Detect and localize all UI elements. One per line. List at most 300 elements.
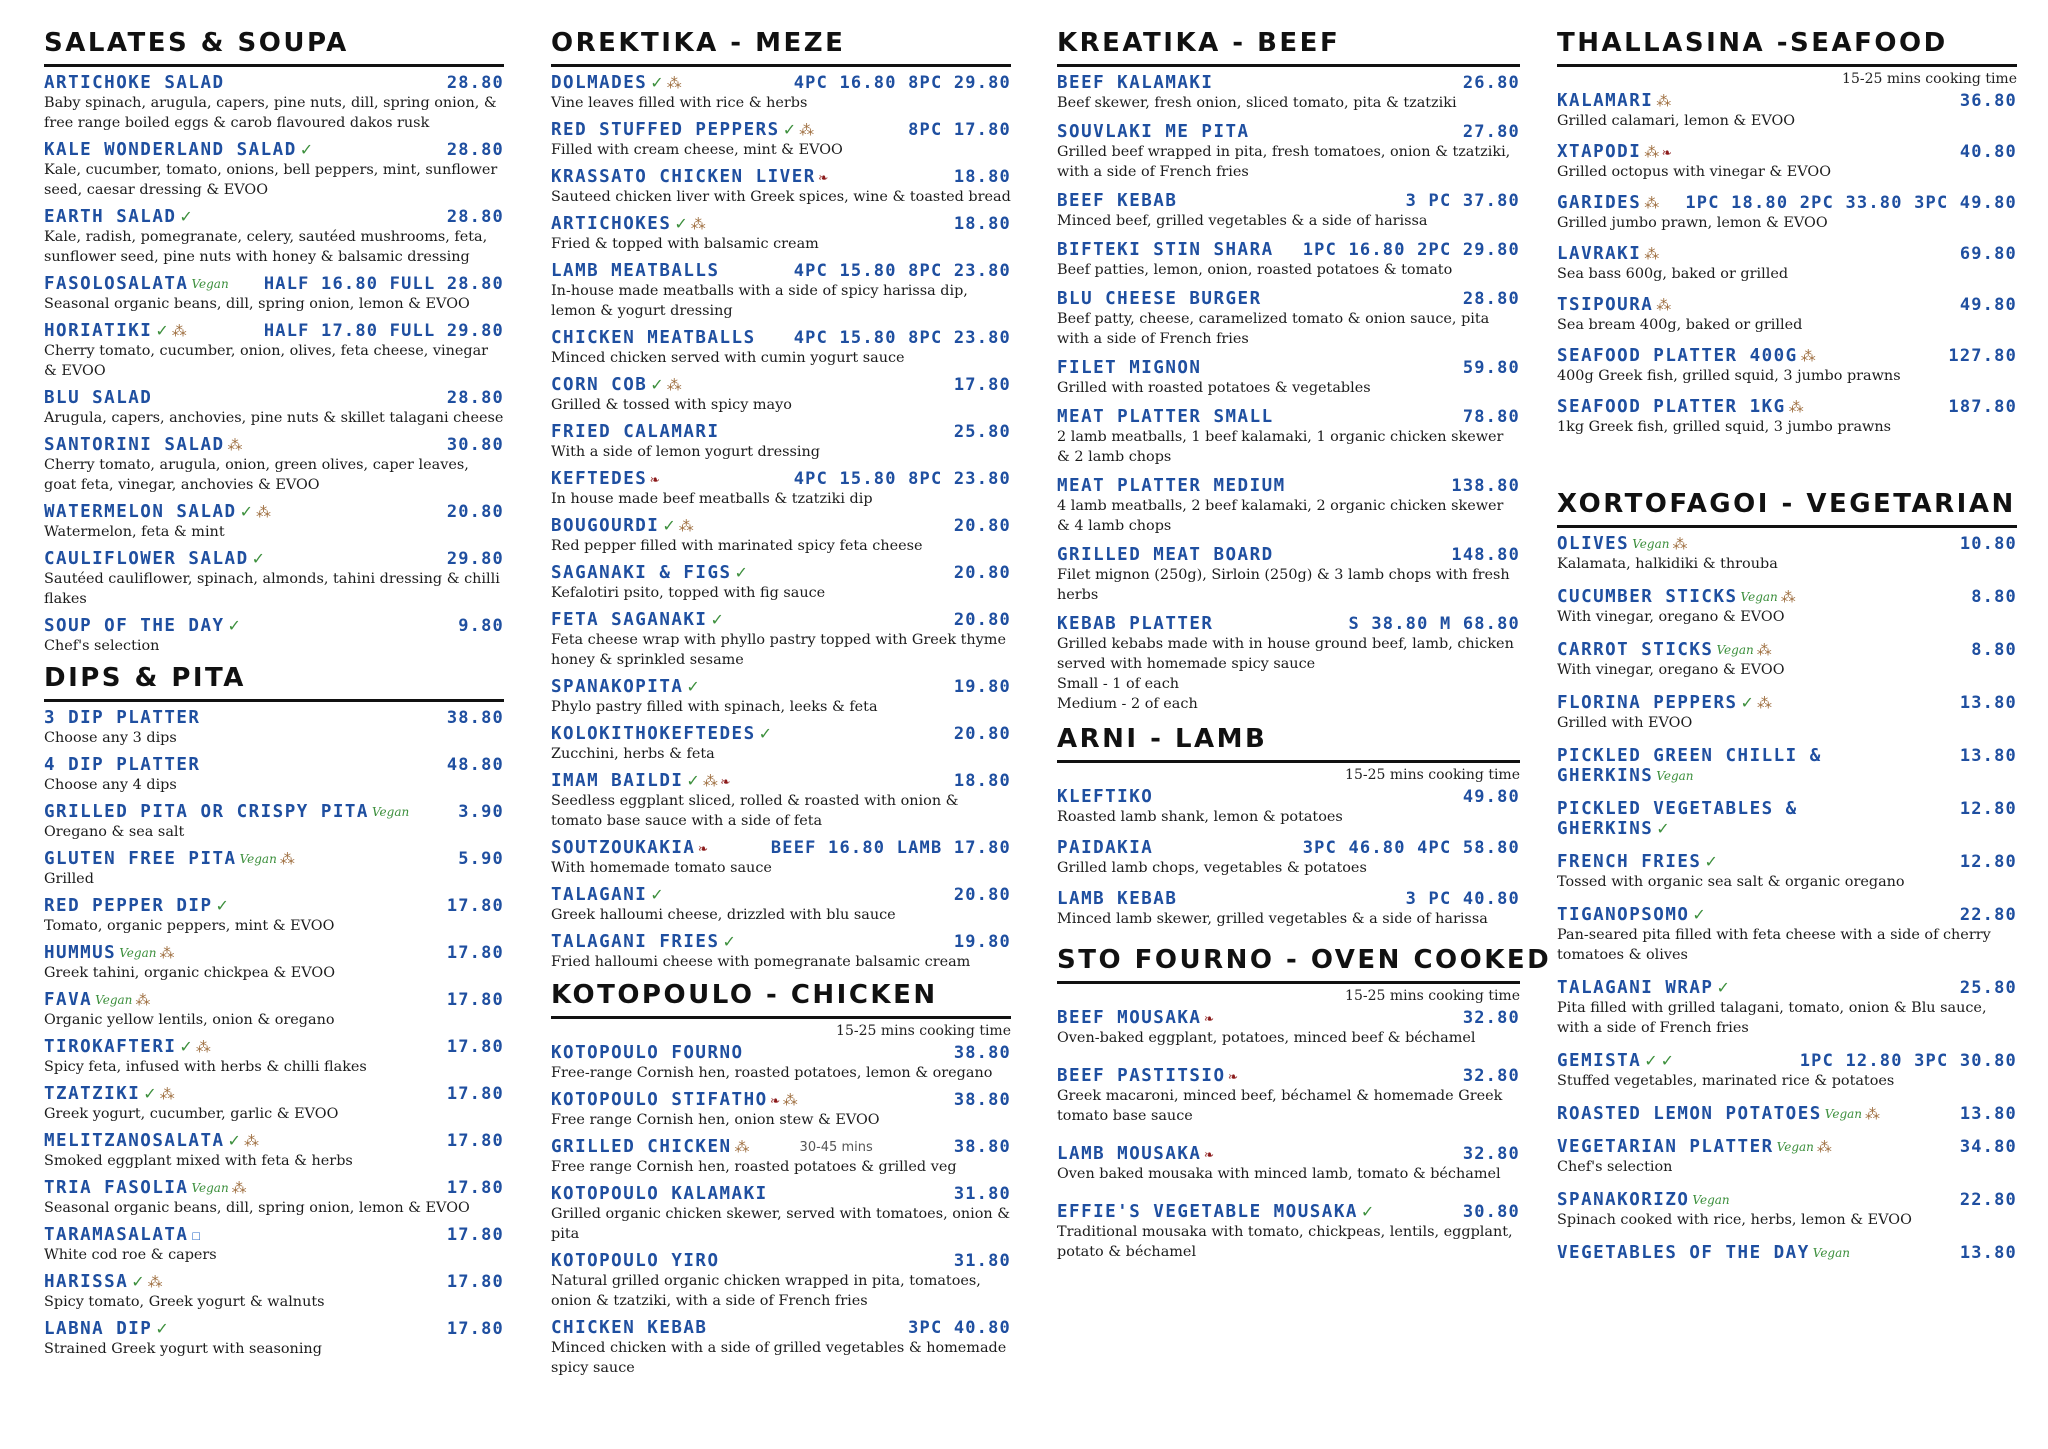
item-name [44, 73, 225, 93]
menu-item [551, 167, 1011, 207]
item-name [44, 274, 229, 294]
item-name [551, 261, 720, 281]
menu-item [551, 610, 1011, 670]
item-name-text: BEEF MOUSAKA [1057, 1008, 1202, 1028]
item-description: Kalamata, halkidiki & throuba [1557, 556, 1778, 572]
gluten-free-icon: ⁂ [255, 503, 271, 521]
gluten-free-icon: ⁂ [195, 1038, 211, 1056]
item-name-text: TALAGANI [551, 885, 648, 905]
item-price: 20.80 [953, 610, 1011, 630]
vegan-icon: Vegan [371, 805, 410, 819]
gluten-free-icon: ⁂ [1756, 694, 1772, 712]
item-price: 18.80 [953, 771, 1011, 791]
item-description: Oregano & sea salt [44, 824, 185, 840]
item-name [551, 885, 664, 905]
item-description: Stuffed vegetables, marinated rice & potatoes [1557, 1073, 1895, 1089]
item-description: Free range Cornish hen, roasted potatoes & grilled veg [551, 1159, 957, 1175]
item-price: 30.80 [446, 435, 504, 455]
item-name [551, 1090, 798, 1110]
wine-icon: ❧ [1228, 1067, 1238, 1085]
item-price: 20.80 [953, 516, 1011, 536]
item-price: 17.80 [446, 1131, 504, 1151]
item-price: 3 PC 40.80 [1405, 889, 1520, 909]
item-price: 38.80 [446, 708, 504, 728]
menu-item [1057, 1008, 1520, 1048]
menu-item [44, 1225, 504, 1265]
menu-item [44, 616, 504, 656]
vegan-icon: Vegan [1632, 537, 1670, 551]
wine-icon: ❧ [698, 839, 708, 857]
menu-item [44, 549, 504, 609]
item-price: 17.80 [446, 1178, 504, 1198]
menu-item [551, 328, 1011, 368]
item-name-text: CARROT STICKS [1557, 640, 1714, 660]
menu-item [551, 1318, 1011, 1378]
gluten-free-icon: ⁂ [159, 944, 175, 962]
wine-icon: ❧ [818, 168, 828, 186]
menu-section [551, 980, 1011, 1378]
vegan-icon: Vegan [1716, 643, 1754, 657]
item-name-text: KLEFTIKO [1057, 787, 1154, 807]
item-description: Sauteed chicken liver with Greek spices, wine & toasted bread [551, 189, 1011, 205]
item-name-text: WATERMELON SALAD [44, 502, 237, 522]
item-description: Grilled with EVOO [1557, 715, 1693, 731]
gluten-free-icon: ⁂ [1644, 245, 1660, 263]
item-name-text: PICKLED GREEN CHILLI & [1557, 746, 1822, 766]
item-description: White cod roe & capers [44, 1247, 217, 1263]
item-price: 8.80 [1971, 587, 2017, 607]
item-name [1557, 1137, 1832, 1157]
item-price: 17.80 [953, 375, 1011, 395]
gluten-free-icon: ⁂ [1788, 398, 1804, 416]
item-name-text: BLU CHEESE BURGER [1057, 289, 1262, 309]
vegetarian-icon: ✓ [251, 549, 266, 568]
item-price: 49.80 [1462, 787, 1520, 807]
item-description: Kale, cucumber, tomato, onions, bell peppers, mint, sunflower seed, caesar dressing & EVOO [44, 162, 498, 198]
item-price: 38.80 [953, 1043, 1011, 1063]
menu-section [44, 28, 504, 656]
gluten-free-icon: ⁂ [666, 74, 682, 92]
item-price: 34.80 [1959, 1137, 2017, 1157]
item-name-text: SOUVLAKI ME PITA [1057, 122, 1250, 142]
gluten-free-icon: ⁂ [159, 1085, 175, 1103]
gluten-free-icon: ⁂ [734, 1138, 750, 1156]
menu-item [1557, 91, 2017, 131]
item-name-text: PICKLED VEGETABLES & [1557, 799, 1798, 819]
item-name-text: MELITZANOSALATA [44, 1131, 225, 1151]
item-name [551, 771, 730, 791]
item-name-text: TIROKAFTERI [44, 1037, 177, 1057]
item-description: Roasted lamb shank, lemon & potatoes [1057, 809, 1343, 825]
item-name-text: HUMMUS [44, 943, 117, 963]
item-name [44, 616, 241, 636]
item-name [44, 388, 152, 408]
item-name-text: KEFTEDES [551, 469, 648, 489]
item-name [551, 469, 659, 489]
item-description: Pan-seared pita filled with feta cheese with a side of cherry tomatoes & olives [1557, 927, 1991, 963]
menu-item [44, 1272, 504, 1312]
vegetarian-icon: ✓ [722, 932, 736, 951]
vegetarian-icon: ✓ [686, 771, 700, 790]
item-name [1057, 787, 1153, 807]
vegetarian-icon: ✓ [674, 214, 688, 233]
vegetarian-icon: ✓ [782, 120, 797, 139]
menu-item [1557, 346, 2017, 386]
item-description: Choose any 3 dips [44, 730, 177, 746]
menu-item [1057, 787, 1520, 827]
item-name [44, 1084, 175, 1104]
menu-section [1057, 724, 1520, 929]
item-description: Greek halloumi cheese, drizzled with blu sauce [551, 907, 896, 923]
item-name-text: EFFIE'S VEGETABLE MOUSAKA [1057, 1202, 1358, 1222]
item-name-text: SPANAKORIZO [1557, 1190, 1690, 1210]
item-description: Sea bream 400g, baked or grilled [1557, 317, 1803, 333]
item-name [1057, 191, 1177, 211]
item-price: 3.90 [458, 802, 504, 822]
item-name-text: KOTOPOULO YIRO [551, 1251, 720, 1271]
menu-column-2 [551, 28, 1011, 1385]
item-description: Filled with cream cheese, mint & EVOO [551, 142, 843, 158]
wine-icon: ❧ [650, 470, 660, 488]
item-description: Baby spinach, arugula, capers, pine nuts, dill, spring onion, & free range boiled eggs & carob flavoured dakos rusk [44, 95, 497, 131]
menu-item [551, 261, 1011, 321]
item-description: With a side of lemon yogurt dressing [551, 444, 821, 460]
item-name [1557, 746, 1822, 766]
menu-item [1557, 852, 2017, 892]
item-name [1557, 799, 1798, 819]
item-name-text: GEMISTA [1557, 1051, 1642, 1071]
item-description: Small - 1 of each [1057, 676, 1180, 692]
item-price: 28.80 [446, 388, 504, 408]
vegetarian-icon: ✓ [227, 616, 241, 635]
item-name-text: BLU SALAD [44, 388, 153, 408]
vegetarian-icon: ✓ [131, 1272, 145, 1291]
item-price: 1PC 16.80 2PC 29.80 [1302, 240, 1520, 260]
gluten-free-icon: ⁂ [1656, 296, 1672, 314]
item-price: 32.80 [1462, 1144, 1520, 1164]
menu-item [44, 73, 504, 133]
menu-item [551, 1090, 1011, 1130]
item-description: Seedless eggplant sliced, rolled & roasted with onion & tomato base sauce with a side of feta [551, 793, 959, 829]
menu-section [551, 28, 1011, 972]
menu-item [1557, 1190, 2017, 1230]
vegetarian-icon: ✓ [1740, 693, 1754, 712]
item-name-text: VEGETABLES OF THE DAY [1557, 1243, 1810, 1263]
wine-icon: ❧ [1204, 1009, 1214, 1027]
item-description: Spicy feta, infused with herbs & chilli flakes [44, 1059, 367, 1075]
menu-item [551, 375, 1011, 415]
menu-section [1557, 28, 2017, 437]
item-price: 59.80 [1462, 358, 1520, 378]
item-description: Smoked eggplant mixed with feta & herbs [44, 1153, 353, 1169]
item-price: 17.80 [446, 1272, 504, 1292]
gluten-free-icon: ⁂ [1656, 92, 1672, 110]
menu-item [1557, 799, 2017, 839]
item-name-text: TIGANOPSOMO [1557, 905, 1690, 925]
item-name-text: SEAFOOD PLATTER 400G [1557, 346, 1798, 366]
item-name-line-2 [1557, 819, 2017, 839]
menu-item [44, 849, 504, 889]
item-price: 4PC 15.80 8PC 23.80 [793, 261, 1011, 281]
item-price: S 38.80 M 68.80 [1348, 614, 1520, 634]
item-name [551, 422, 720, 442]
vegetarian-icon: ✓ [299, 140, 314, 159]
item-name [1557, 193, 1659, 213]
vegetarian-icon: ✓ [734, 563, 748, 582]
gluten-free-icon: ⁂ [135, 991, 151, 1009]
menu-item [44, 990, 504, 1030]
item-name [44, 708, 200, 728]
gluten-free-icon: ⁂ [1865, 1105, 1881, 1123]
item-name [551, 1318, 707, 1338]
item-description: Seasonal organic beans, dill, spring onion, lemon & EVOO [44, 296, 470, 312]
menu-item [1557, 295, 2017, 335]
vegetarian-icon: ✓ [155, 321, 169, 340]
item-name-text: LAMB MEATBALLS [551, 261, 720, 281]
item-description: Beef patties, lemon, onion, roasted potatoes & tomato [1057, 262, 1453, 278]
item-description: Zucchini, herbs & feta [551, 746, 715, 762]
item-name [1557, 295, 1671, 315]
menu-item [44, 140, 504, 200]
item-price: 138.80 [1451, 476, 1520, 496]
menu-item [551, 885, 1011, 925]
item-name-text: HORIATIKI [44, 321, 153, 341]
gluten-free-icon: ⁂ [702, 772, 718, 790]
item-description: Minced lamb skewer, grilled vegetables & a side of harissa [1057, 911, 1488, 927]
gluten-free-icon: ⁂ [1816, 1138, 1832, 1156]
section-title: SALATES & SOUPA [44, 28, 504, 67]
item-price: 32.80 [1462, 1066, 1520, 1086]
item-name-text: SOUTZOUKAKIA [551, 838, 696, 858]
item-description: Tossed with organic sea salt & organic oregano [1557, 874, 1905, 890]
gluten-free-icon: ⁂ [1644, 194, 1660, 212]
item-description: Oven-baked eggplant, potatoes, minced beef & béchamel [1057, 1030, 1476, 1046]
menu-item [1557, 397, 2017, 437]
item-price: 25.80 [953, 422, 1011, 442]
item-description: Free-range Cornish hen, roasted potatoes, lemon & oregano [551, 1065, 993, 1081]
vegan-icon: Vegan [1656, 769, 1694, 783]
item-name-text: FAVA [44, 990, 93, 1010]
item-description: Minced beef, grilled vegetables & a side of harissa [1057, 213, 1428, 229]
menu-item [1057, 476, 1520, 536]
item-description: Organic yellow lentils, onion & oregano [44, 1012, 335, 1028]
item-name-text: SOUP OF THE DAY [44, 616, 225, 636]
item-name [1557, 852, 1718, 872]
item-name-text: DOLMADES [551, 73, 648, 93]
item-price: 22.80 [1959, 905, 2017, 925]
menu-item [1557, 746, 2017, 786]
menu-item [551, 1184, 1011, 1244]
item-description: Sautéed cauliflower, spinach, almonds, tahini dressing & chilli flakes [44, 571, 500, 607]
item-name-text: OLIVES [1557, 534, 1630, 554]
gluten-free-icon: ⁂ [1644, 143, 1660, 161]
item-name-text: GARIDES [1557, 193, 1642, 213]
item-description: Traditional mousaka with tomato, chickpeas, lentils, eggplant, potato & béchamel [1057, 1224, 1513, 1260]
menu-item [1057, 73, 1520, 113]
item-price: 12.80 [1959, 799, 2017, 819]
section-title: THALLASINA -SEAFOOD [1557, 28, 2017, 67]
item-name-text: SPANAKOPITA [551, 677, 684, 697]
wine-icon: ❧ [1662, 143, 1672, 161]
item-name [551, 73, 682, 93]
item-name-text: BEEF KALAMAKI [1057, 73, 1214, 93]
item-name [44, 321, 187, 341]
menu-item [1057, 407, 1520, 467]
item-description: Grilled calamari, lemon & EVOO [1557, 113, 1796, 129]
menu-item [551, 1251, 1011, 1311]
item-description: With vinegar, oregano & EVOO [1557, 662, 1785, 678]
item-name-text: 3 DIP PLATTER [44, 708, 201, 728]
item-description: Grilled kebabs made with in house ground beef, lamb, chicken served with homemade spicy sauce [1057, 636, 1514, 672]
vegetarian-icon: ✓ [215, 896, 229, 915]
item-name-text: TARAMASALATA [44, 1225, 189, 1245]
menu-item [551, 677, 1011, 717]
menu-item [1557, 905, 2017, 965]
vegan-icon: Vegan [191, 1181, 229, 1195]
menu-item [44, 502, 504, 542]
item-description: Medium - 2 of each [1057, 696, 1198, 712]
item-name [1557, 587, 1796, 607]
item-name [1557, 1190, 1730, 1210]
item-price: 18.80 [953, 167, 1011, 187]
vegetarian-icon: ✓ [650, 73, 664, 92]
item-name-text: FASOLOSALATA [44, 274, 189, 294]
item-price: 187.80 [1948, 397, 2017, 417]
item-name-text: FLORINA PEPPERS [1557, 693, 1738, 713]
item-description: Filet mignon (250g), Sirloin (250g) & 3 lamb chops with fresh herbs [1057, 567, 1510, 603]
item-description: Arugula, capers, anchovies, pine nuts & skillet talagani cheese [44, 410, 504, 426]
vegetarian-icon: ✓ [1716, 978, 1730, 997]
menu-item [1557, 693, 2017, 733]
item-name-text: BEEF PASTITSIO [1057, 1066, 1226, 1086]
item-price: 3PC 40.80 [908, 1318, 1011, 1338]
menu-item [1557, 1051, 2017, 1091]
menu-section [1557, 489, 2017, 1263]
item-name [44, 1131, 259, 1151]
item-name-text: XTAPODI [1557, 142, 1642, 162]
item-name [1057, 838, 1153, 858]
item-name-text: TRIA FASOLIA [44, 1178, 189, 1198]
menu-section [1057, 28, 1520, 714]
item-name-text: KOLOKITHOKEFTEDES [551, 724, 756, 744]
vegetarian-icon: ✓ [1656, 819, 1670, 838]
item-price: 13.80 [1959, 1243, 2017, 1263]
item-name-text: KALAMARI [1557, 91, 1654, 111]
item-name-text: MEAT PLATTER SMALL [1057, 407, 1274, 427]
item-price: 31.80 [953, 1251, 1011, 1271]
item-name-text: PAIDAKIA [1057, 838, 1154, 858]
vegetarian-icon: ✓ [650, 375, 664, 394]
vegan-icon: Vegan [1740, 590, 1778, 604]
item-name-text: ROASTED LEMON POTATOES [1557, 1104, 1822, 1124]
item-name-text: ARTICHOKE SALAD [44, 73, 225, 93]
wine-icon: ❧ [720, 772, 730, 790]
item-description: Greek yogurt, cucumber, garlic & EVOO [44, 1106, 339, 1122]
item-price: 32.80 [1462, 1008, 1520, 1028]
item-price: 8PC 17.80 [908, 120, 1011, 140]
item-name [1057, 240, 1274, 260]
item-price: 1PC 12.80 3PC 30.80 [1799, 1051, 2017, 1071]
vegetarian-icon: ✓ [1704, 852, 1718, 871]
item-name [1057, 73, 1213, 93]
item-price: 19.80 [953, 677, 1011, 697]
item-name [1057, 407, 1274, 427]
menu-item [1557, 1137, 2017, 1177]
menu-item [1557, 1243, 2017, 1263]
menu-item [44, 943, 504, 983]
menu-item [44, 755, 504, 795]
item-name [1057, 889, 1177, 909]
item-name-text: SEAFOOD PLATTER 1KG [1557, 397, 1786, 417]
item-name [44, 1178, 247, 1198]
item-description: Free range Cornish hen, onion stew & EVOO [551, 1112, 880, 1128]
item-name [44, 502, 271, 522]
item-name [44, 207, 193, 227]
item-name [551, 724, 772, 744]
item-price: 13.80 [1959, 693, 2017, 713]
menu-item [551, 1137, 1011, 1177]
item-price: 3 PC 37.80 [1405, 191, 1520, 211]
item-name [1557, 1051, 1674, 1071]
menu-item [1557, 640, 2017, 680]
item-name-text: GHERKINS [1557, 819, 1654, 839]
menu-item [1057, 545, 1520, 605]
item-name [44, 896, 229, 916]
item-description: In-house made meatballs with a side of spicy harissa dip, lemon & yogurt dressing [551, 283, 968, 319]
menu-item [44, 1131, 504, 1171]
item-price: 25.80 [1959, 978, 2017, 998]
menu-item [551, 771, 1011, 831]
item-description: Sea bass 600g, baked or grilled [1557, 266, 1789, 282]
item-name-text: CHICKEN KEBAB [551, 1318, 708, 1338]
item-description: 4 lamb meatballs, 2 beef kalamaki, 2 organic chicken skewer & 4 lamb chops [1057, 498, 1504, 534]
item-price: 26.80 [1462, 73, 1520, 93]
item-description: Tomato, organic peppers, mint & EVOO [44, 918, 335, 934]
item-description: 1kg Greek fish, grilled squid, 3 jumbo prawns [1557, 419, 1891, 435]
menu-item [44, 896, 504, 936]
item-name [551, 214, 706, 234]
item-price: 10.80 [1959, 534, 2017, 554]
item-name-text: RED PEPPER DIP [44, 896, 213, 916]
item-name-text: TZATZIKI [44, 1084, 141, 1104]
menu-item [551, 469, 1011, 509]
item-description: Kale, radish, pomegranate, celery, sautéed mushrooms, feta, sunflower seed, pine nuts with honey & balsamic dressing [44, 229, 488, 265]
menu-item [44, 207, 504, 267]
item-name [1057, 289, 1262, 309]
menu-item [551, 563, 1011, 603]
menu-item [44, 321, 504, 381]
item-name [1057, 1066, 1238, 1086]
section-title: KOTOPOULO - CHICKEN [551, 980, 1011, 1019]
item-description: Minced chicken served with cumin yogurt sauce [551, 350, 905, 366]
item-name-text: CAULIFLOWER SALAD [44, 549, 249, 569]
gluten-free-icon: ⁂ [1756, 641, 1772, 659]
gluten-free-icon: ⁂ [690, 215, 706, 233]
item-description: Seasonal organic beans, dill, spring onion, lemon & EVOO [44, 1200, 470, 1216]
item-price: 40.80 [1959, 142, 2017, 162]
menu-section [44, 663, 504, 1359]
gluten-free-icon: ⁂ [782, 1091, 798, 1109]
item-price: 20.80 [953, 724, 1011, 744]
item-name [1057, 1144, 1213, 1164]
gluten-free-icon: ⁂ [171, 322, 187, 340]
item-name-text: VEGETARIAN PLATTER [1557, 1137, 1774, 1157]
item-name [1057, 545, 1274, 565]
gluten-free-icon: ⁂ [279, 850, 295, 868]
item-description: Fried halloumi cheese with pomegranate balsamic cream [551, 954, 971, 970]
item-name-text: EARTH SALAD [44, 207, 177, 227]
item-price: 17.80 [446, 1037, 504, 1057]
